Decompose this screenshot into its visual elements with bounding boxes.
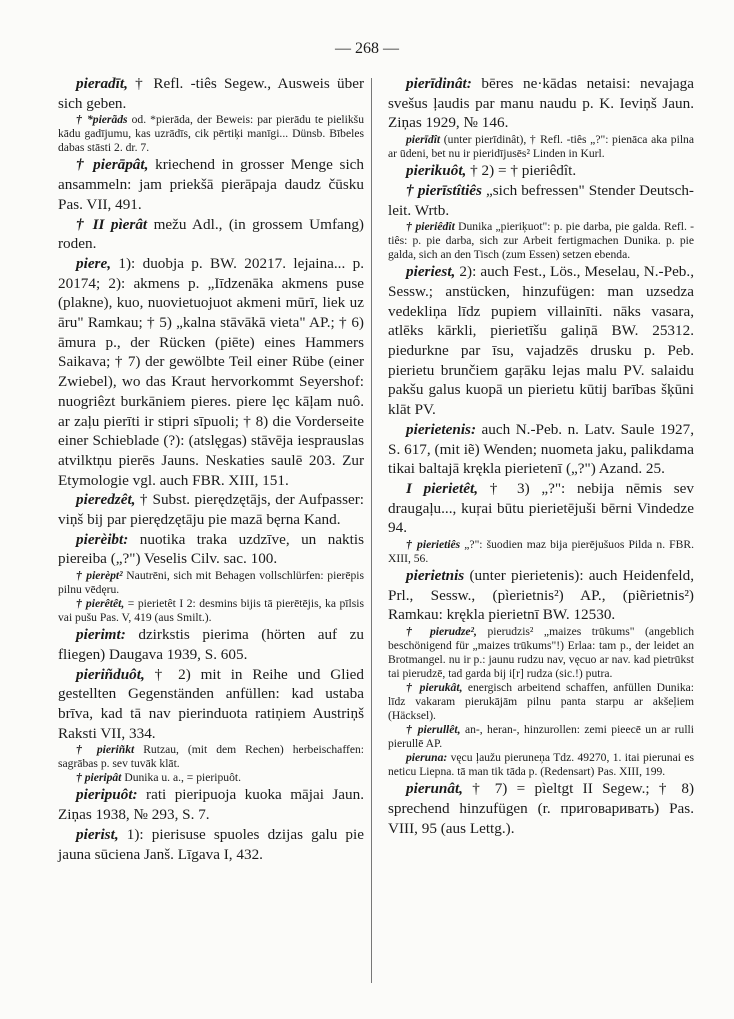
entry-text: od. *pierāda, der Beweis: par pierādu te pielikšu kādu gadījumu, kas uzrādīs, cik pērtiķi manīgi... Dünsb. Bībeles dabas stāsti 2. dr. 7. — [58, 113, 364, 155]
entry-text: = pierietêt I 2: desmins bijis tā pierētējis, ka pīlsis vai pušu Pas. V, 419 (aus Smilt.). — [58, 597, 364, 625]
entry-headword: † pierukât, — [406, 681, 463, 695]
dictionary-entry — [58, 530, 364, 569]
entry-headword: † *pierãds — [76, 113, 128, 127]
dictionary-entry — [58, 743, 364, 771]
dictionary-entry — [58, 785, 364, 824]
dictionary-entry — [388, 74, 694, 133]
column-divider — [371, 78, 372, 983]
entry-text: an-, heran-, hinzurollen: zemi pieecē un ar rulli pierullē AP. — [388, 723, 694, 751]
dictionary-entry — [388, 538, 694, 566]
entry-headword: pieriest, — [406, 263, 456, 281]
entry-text: 1): duobja p. BW. 20217. lejaina... p. 20174; 2): akmens p. „Iīdzenāka akmens puse (plakne), kuo, nuovietuojuot akmeni mūrī, liek uz āru" Ramkau; † 5) „kalna stāvākā vieta" AP.; † 6) āmura p., der Rücken (piēte) eines Hammers Saikava; † 7) der gewölbte Teil einer Rübe (einer Zwiebel), wo das Kraut hervorkommt Seyershof: nuogriêzt burkāniem pieres. piere lęc kāļam nuô. ar zaļu pierīti ir stipri sīpuoli; † 8) die Vorderseite einer Schieblade (?): (atslęgas) stāvēja iesprauslas atvilktņu pierēs Jauns. Neskaties saulē 203. Zur Etymologie vgl. auch FBR. XIII, 151. — [58, 254, 364, 489]
entry-headword: pieripuôt: — [76, 786, 138, 804]
entry-text: bēres ne·kādas netaisi: nevajaga svešus ļaudis par manu naudu p. K. Ieviņš Jaun. Ziņas 1929, № 146. — [388, 75, 694, 132]
dictionary-entry — [388, 723, 694, 751]
entry-text: 1): pierisuse spuoles dzijas galu pie jauna sūciena Janš. Līgava I, 432. — [58, 825, 364, 863]
entry-headword: † II pìerât — [76, 215, 148, 233]
entry-text: † Subst. pierędzętājs, der Aufpasser: viņš bij par pierędzętāju pie mazā bęrna Kand. — [58, 491, 364, 529]
dictionary-entry — [58, 569, 364, 597]
dictionary-entry — [388, 566, 694, 625]
entry-headword: pieruna: — [406, 751, 448, 765]
entry-text: „?": šuodien maz bija pierējušuos Pilda n. FBR. XIII, 56. — [388, 538, 694, 566]
entry-headword: piere, — [76, 254, 112, 272]
entry-headword: pierīdinât: — [406, 75, 472, 92]
entry-text: vęcu ļaužu pieruneņa Tdz. 49270, 1. itai pierunai es neticu Liepna. tā man tik tāda p. (Redensart) Pas. XIII, 199. — [388, 751, 694, 779]
entry-text: (unter pierīdinât), † Refl. -tiês „?": pienāca aka pilna ar ūdeni, bet nu ir pieridījusēs² Linden in Kurl. — [388, 133, 694, 161]
entry-text: mežu Adl., (in grossem Umfang) roden. — [58, 215, 364, 253]
dictionary-entry — [388, 133, 694, 161]
entry-text: energisch arbeitend schaffen, anfüllen Dunika: līdz vakaram pierukājām pilnu panta starpu ar akšeļiem (Häcksel). — [388, 681, 694, 723]
dictionary-entry — [388, 625, 694, 681]
entry-headword: † pierīstîtiês — [406, 181, 482, 199]
entry-text: (unter pierietenis): auch Heidenfeld, Prl., Sessw., (pìerietnis²) AP., (piẽrietnis²) Ramkau: krękla pierietnī BW. 12530. — [388, 567, 695, 624]
dictionary-entry — [58, 625, 364, 664]
dictionary-entry — [58, 155, 364, 214]
entry-headword: † pieriñkt — [76, 743, 135, 757]
entry-text: kriechend in grosser Menge sich ansammeln: jam priekšā pierāpaja daudz čūsku Pas. VII, 491. — [58, 156, 365, 213]
entry-text: rati pieripuoja kuoka mājai Jaun. Ziņas 1938, № 293, S. 7. — [58, 786, 365, 824]
dictionary-entry — [58, 665, 364, 744]
entry-headword: † pierêtêt, — [76, 597, 125, 611]
entry-text: † 2) mit in Reihe und Glied gestellten Gegenständen anfüllen: kad ustaba brīva, kad tā nav pierinduota ratiņiem Austriņš Raksti VII, 334. — [58, 665, 364, 742]
dictionary-entry — [388, 220, 694, 262]
dictionary-entry — [388, 479, 694, 538]
dictionary-entry — [58, 771, 364, 785]
entry-headword: † pierullêt, — [406, 723, 461, 737]
dictionary-entry — [58, 825, 364, 864]
entry-headword: pierikuôt, — [406, 162, 467, 180]
dictionary-entry — [58, 254, 364, 490]
entry-headword: pieriñduôt, — [76, 665, 145, 683]
dictionary-entry — [58, 490, 364, 529]
entry-text: „sich befressen" Stender Deutsch-leit. Wrtb. — [388, 181, 694, 219]
entry-headword: † pierudze², — [406, 625, 477, 639]
page-number: — 268 — — [335, 40, 399, 57]
entry-headword: pierist, — [76, 825, 119, 843]
entry-text: Nautrēni, sich mit Behagen vollschlürfen: pierēpis pilnu vēdęru. — [58, 569, 364, 597]
entry-text: Dunika „pieriķuot": p. pie darba, pie galda. Refl. -tiês: p. pie darba, sich zur Arbeit fertigmachen Dunika. p. pie galda, sich an den Tisch (zum Essen) setzen ebenda. — [388, 220, 695, 262]
entry-text: † 3) „?": nebija nēmis sev draugaļu..., kuŗai būtu pierietējuši bērni Vindedze 94. — [388, 479, 695, 537]
entry-headword: pierèibt: — [76, 530, 129, 548]
entry-headword: † pierèpt² — [76, 569, 123, 583]
entry-text: auch N.-Peb. n. Latv. Saule 1927, S. 617, (mit iẽ) Wenden; nuometa jaku, palikdama tikai baltajā krękla pierietenī („?") Azand. 25. — [388, 420, 695, 478]
entry-headword: pierunât, — [406, 780, 463, 798]
right-column — [388, 74, 694, 838]
entry-headword: † pierietiês — [406, 538, 461, 552]
entry-text: Dunika u. a., = pieripuôt. — [124, 771, 241, 785]
dictionary-entry — [388, 751, 694, 779]
entry-text: nuotika traka uzdzīve, un naktis piereiba („?") Veselis Cilv. sac. 100. — [58, 530, 364, 568]
dictionary-entry — [388, 181, 694, 220]
entry-headword: pieredzêt, — [76, 491, 136, 509]
entry-headword: † pieripât — [76, 771, 122, 785]
entry-text: † 2) = † pieriêdît. — [470, 162, 577, 180]
dictionary-entry — [58, 215, 364, 254]
entry-text: pierudzis² „maizes trūkums" (angeblich beschönigend für „maizes trūkums"!) Erlaa: tam p., der leidet an Brotmangel. nu ir p.: jaunu rudzu nav, vęcuo ar nav. kad pietrūkst tai pierudzē, tad garda bij i[r] rudza (sic.!) putra. — [388, 625, 694, 681]
entry-text: dzirkstis pierima (hörten auf zu fliegen) Daugava 1939, S. 605. — [58, 626, 365, 663]
entry-headword: I pierietêt, — [406, 479, 479, 497]
entry-text: † 7) = pìeltgt II Segew.; † 8) sprechend hinzufügen (r. приговаривать) Pas. VIII, 95 (aus Lettg.). — [388, 780, 694, 837]
left-column — [58, 74, 364, 864]
entry-headword: pierīdît — [406, 133, 441, 147]
dictionary-entry — [58, 74, 364, 113]
dictionary-entry — [388, 420, 694, 479]
entry-headword: † pierāpât, — [76, 156, 149, 174]
entry-headword: pierietenis: — [406, 420, 477, 438]
dictionary-entry — [388, 681, 694, 723]
dictionary-entry — [388, 161, 694, 181]
entry-text: Rutzau, (mit dem Rechen) herbeischaffen: sagrābas p. sev tuvāk klāt. — [58, 743, 364, 771]
dictionary-entry — [388, 779, 694, 838]
dictionary-entry — [58, 113, 364, 155]
entry-headword: pieradīt, — [76, 75, 128, 92]
dictionary-entry — [58, 597, 364, 625]
entry-headword: † pieriêdît — [406, 220, 455, 234]
entry-headword: pierimt: — [76, 626, 126, 644]
dictionary-entry — [388, 262, 694, 420]
entry-text: 2): auch Fest., Lös., Meselau, N.-Peb., Sessw.; anstücken, hinzufügen: man uzsedza vedekliņa līdz pupiem villainīti. nāks vasara, atlēks kārkli, pierietīšu galiņā BW. 25312. piedurkne par īsu, vajadzēs drusku p. Peb. pierietu brunčiem gaŗāku lejas malu PV. salaidu pakšu galus kuopā un pierietu kūtij barības šķūni klāt PV. — [388, 263, 694, 419]
entry-text: † Refl. -tiês Segew., Ausweis über sich geben. — [58, 75, 365, 112]
entry-headword: pierietnis — [406, 567, 465, 585]
